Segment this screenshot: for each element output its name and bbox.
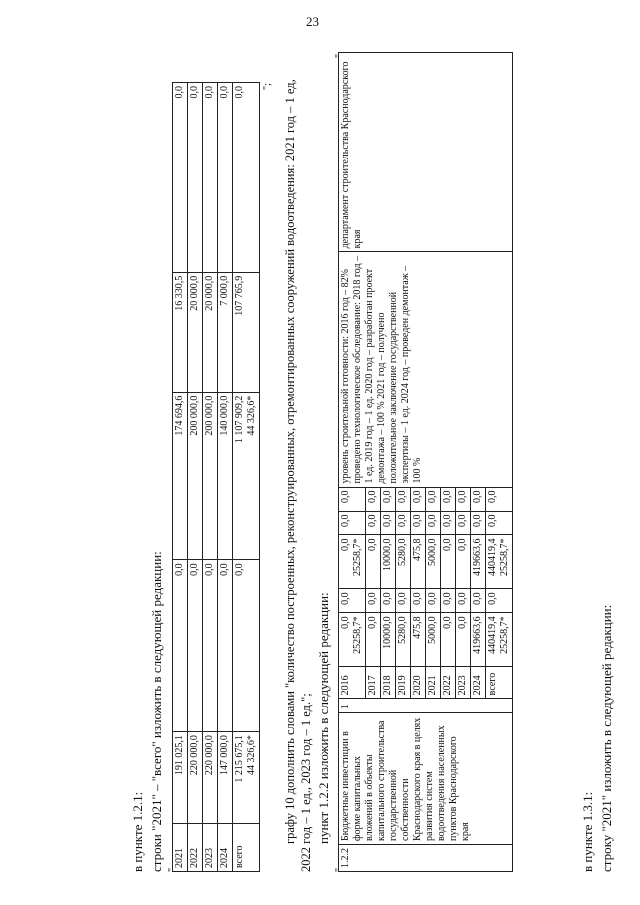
text-line-row-2021: строку "2021" изложить в следующей редакции: <box>599 604 614 872</box>
open-quote-1: " <box>167 867 178 872</box>
close-quote-2: ". <box>334 51 345 58</box>
table-row: 2021 5000,0 0,0 5000,0 0,0 0,0 <box>426 53 441 872</box>
text-line-point-131: в пункте 1.3.1: <box>580 791 595 872</box>
table-row: 2024 147 000,0 0,0 140 000,0 7 000,0 0,0 <box>218 83 233 872</box>
text-line-point-122: пункт 1.2.2 изложить в следующей редакции: <box>316 592 331 844</box>
table-row: 2023 0,0 0,0 0,0 0,0 0,0 <box>456 53 471 872</box>
table-row: 2018 10000,0 0,0 10000,0 0,0 0,0 <box>381 53 396 872</box>
table-total-row: всего 1 215 675,1 44 326,6* 0,0 1 107 909,2 44 326,6* 107 765,9 0,0 <box>233 83 260 872</box>
table-point-121 <box>172 82 260 872</box>
table-row: 2024 419663,6 0,0 419663,6 0,0 0,0 <box>471 53 486 872</box>
table-total-row: всего 440419,4 25258,7* 0,0 440419,4 25258,7* 0,0 0,0 <box>486 53 513 872</box>
table-row: 1.2.2 Бюджетные инвестиции в форме капитальных вложений в объекты капитального строительства государственной собственности Краснодарского края в целях развития систем водоотведения населенных пунктов Краснодарского края 1 2016 0,0 25258,7* 0,0 0,0 25258,7* 0,0 0,0 уровень строительной готовности: 2016 год – 82% проведено технологическое обследование: 2018 год – 1 ед. 2019 год – 1 ед. 2020 год – разработан проект демонтажа – 100 % 2021 год – получено положительное заключение государственной экспертизы – 1 ед. 2024 год – проведен демонтаж – 100 % департамент строительства Краснодарского края <box>339 53 366 872</box>
table-row: 2022 0,0 0,0 0,0 0,0 0,0 <box>441 53 456 872</box>
close-quote-1: "; <box>262 83 273 90</box>
table-row: 2021 191 025,1 0,0 174 694,6 16 330,5 0,0 <box>173 83 188 872</box>
text-line-rows-2021-total: строки "2021" – "всего" изложить в следующей редакции: <box>149 551 164 872</box>
paragraph-graph-10: графу 10 дополнить словами "количество построенных, реконструированных, отремонтированных сооружений водоотведения: 2021 год – 1 ед, 2022 год – 1 ед., 2023 год – 1 ед."; <box>283 79 313 872</box>
page-number: 23 <box>306 14 319 29</box>
rotated-page-content <box>12 40 622 880</box>
table-row: 2023 220 000,0 0,0 200 000,0 20 000,0 0,0 <box>203 83 218 872</box>
table-row: 2019 5280,0 0,0 5280,0 0,0 0,0 <box>396 53 411 872</box>
text-line-point-121: в пункте 1.2.1: <box>130 791 145 872</box>
table-row: 2022 220 000,0 0,0 200 000,0 20 000,0 0,0 <box>188 83 203 872</box>
table-row: 2017 0,0 0,0 0,0 0,0 0,0 <box>366 53 381 872</box>
table-point-122 <box>338 52 513 872</box>
open-quote-2: " <box>334 867 345 872</box>
table-row: 2020 475,8 0,0 475,8 0,0 0,0 <box>411 53 426 872</box>
